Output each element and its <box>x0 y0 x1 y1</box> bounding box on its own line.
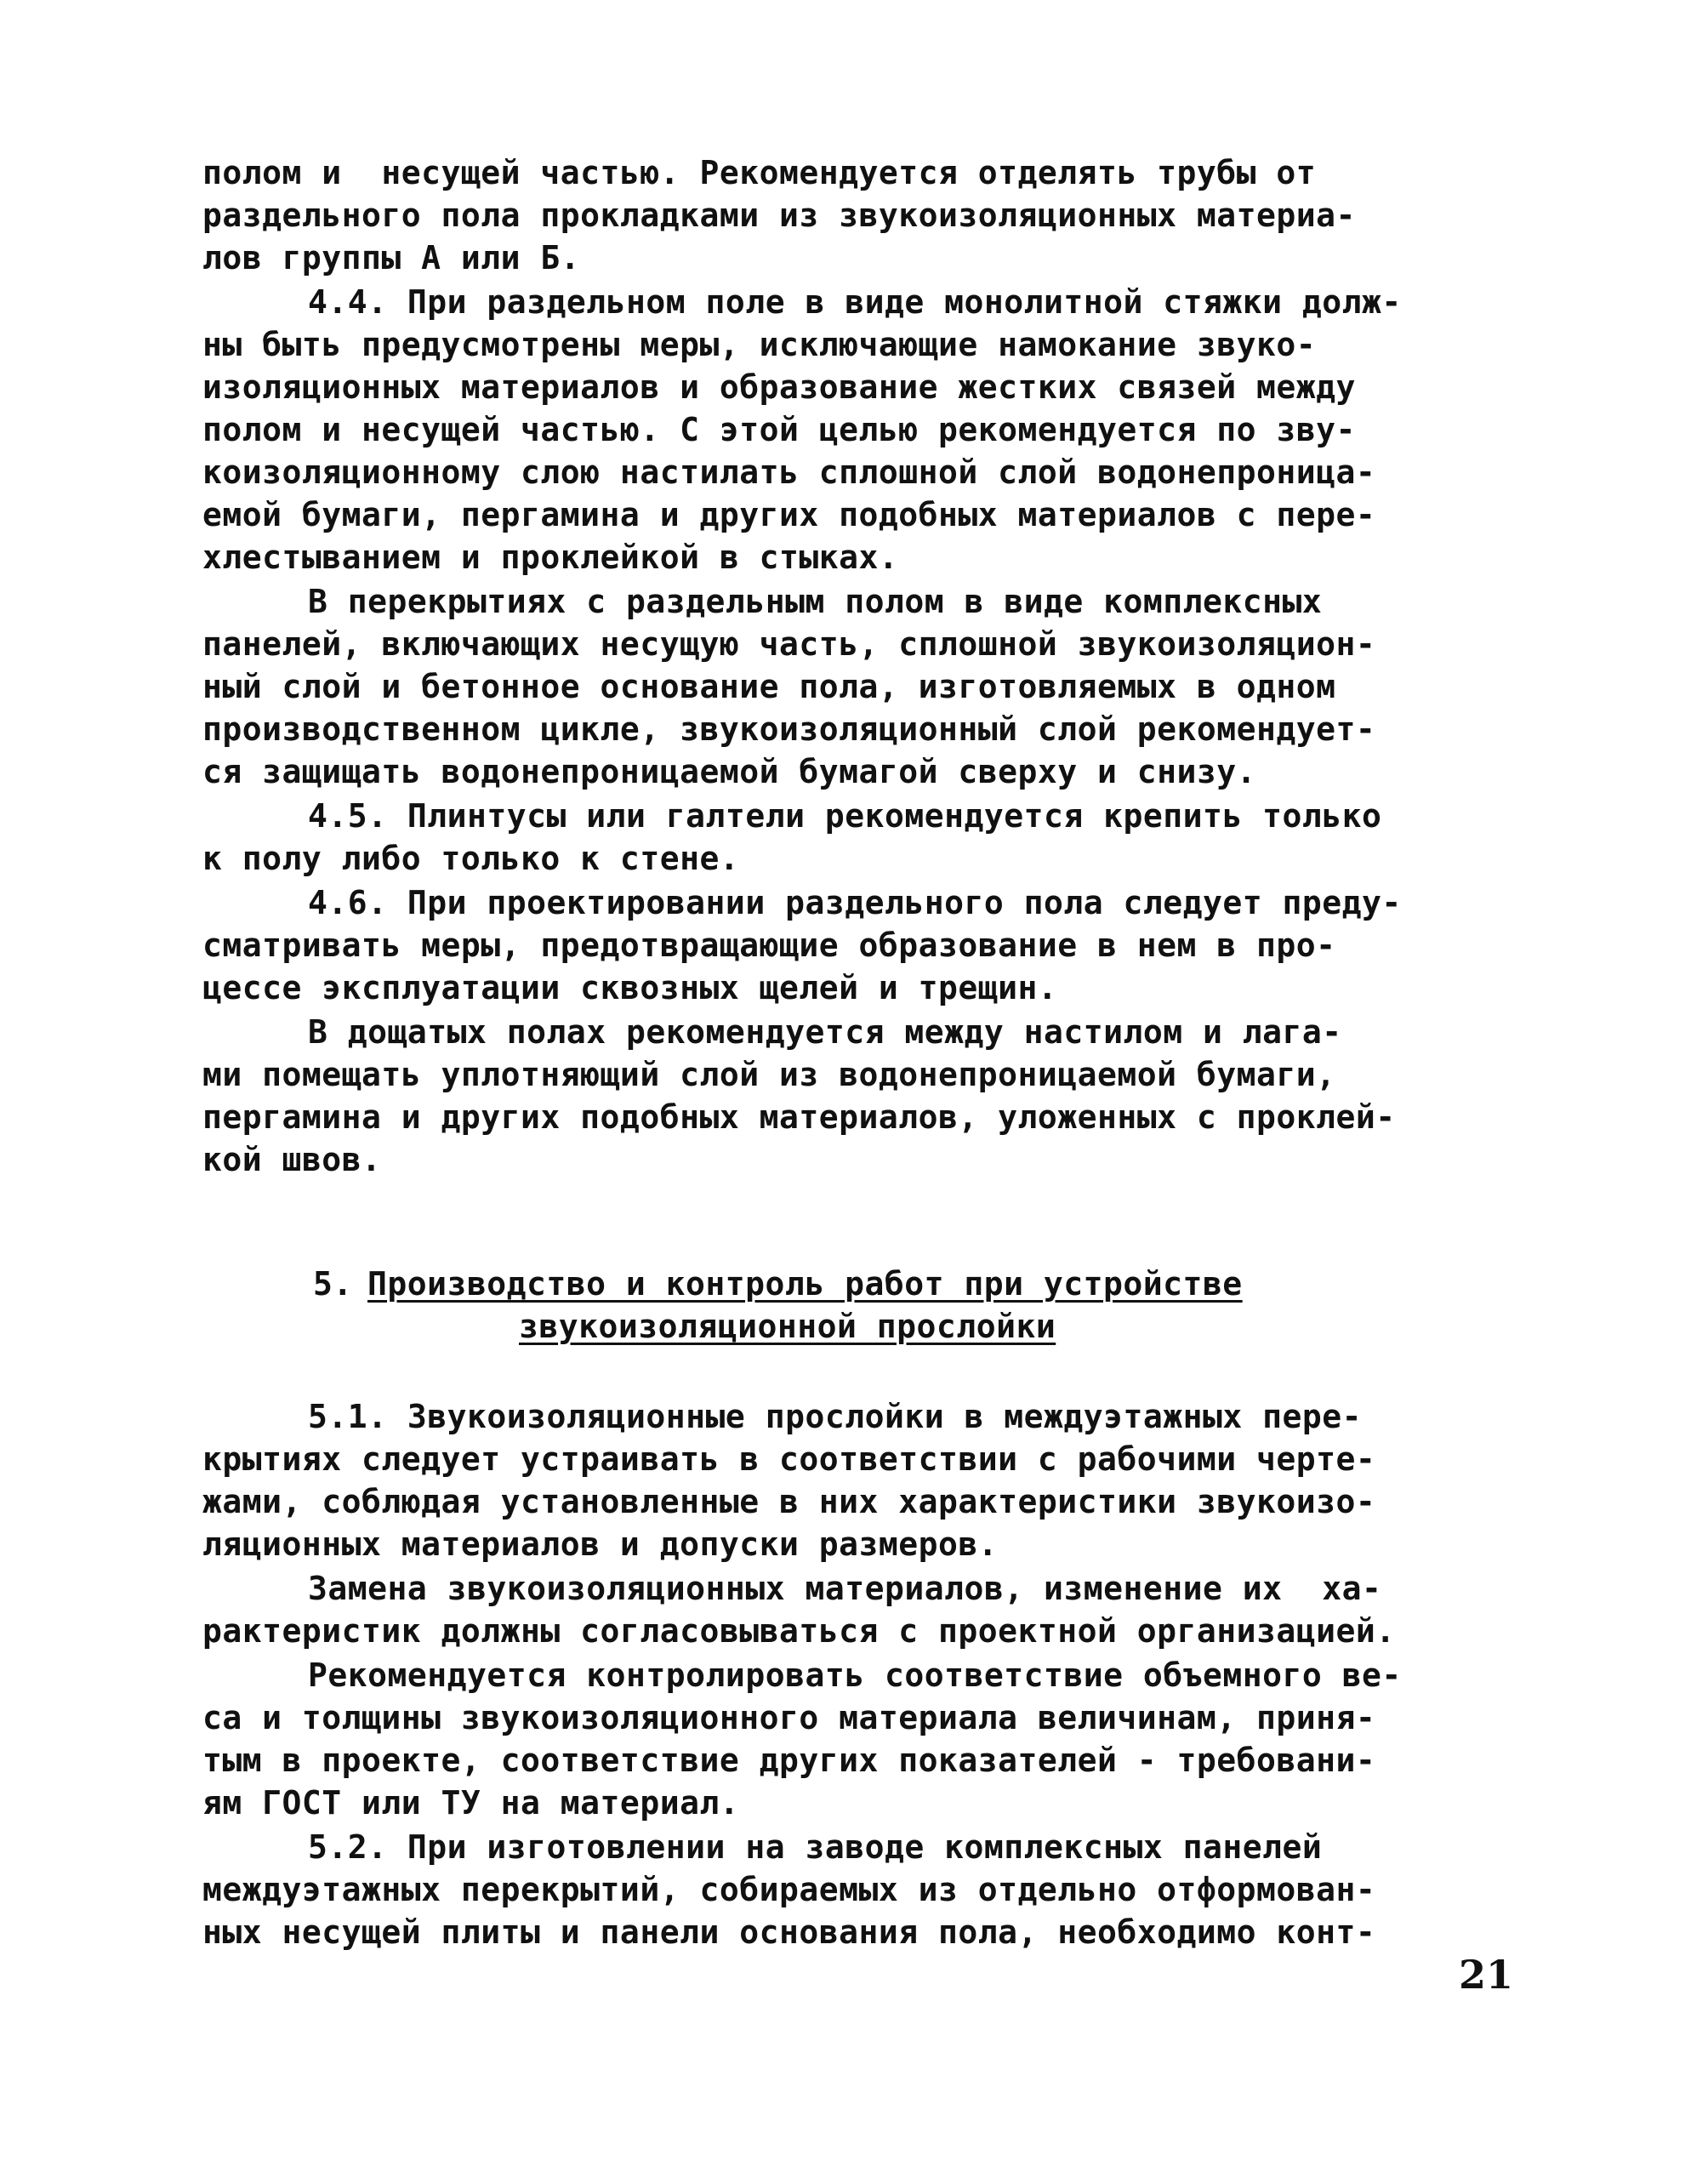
section-heading-line1: Производство и контроль работ при устройстве <box>367 1265 1243 1303</box>
section-number: 5. <box>313 1265 353 1303</box>
text-line: В перекрытиях с раздельным полом в виде комплексных <box>308 583 1323 620</box>
text-line: сматривать меры, предотвращающие образование в нем в про- <box>202 927 1336 964</box>
text-line: ляционных материалов и допуски размеров. <box>202 1525 999 1563</box>
text-line: к полу либо только к стене. <box>202 840 740 877</box>
text-line: рактеристик должны согласовываться с проектной организацией. <box>202 1612 1396 1650</box>
text-line: раздельного пола прокладками из звукоизоляционных материа- <box>202 197 1356 234</box>
text-line: междуэтажных перекрытий, собираемых из отдельно отформован- <box>202 1871 1376 1908</box>
text-line: изоляционных материалов и образование жестких связей между <box>202 368 1356 406</box>
text-line: В дощатых полах рекомендуется между настилом и лага- <box>308 1013 1342 1051</box>
text-line: кой швов. <box>202 1141 382 1178</box>
text-line: ных несущей плиты и панели основания пола, необходимо конт- <box>202 1913 1376 1951</box>
text-line: са и толщины звукоизоляционного материала величинам, приня- <box>202 1699 1376 1736</box>
text-line: коизоляционному слою настилать сплошной слой водонепроница- <box>202 453 1376 491</box>
page-number: 21 <box>1459 1952 1514 1998</box>
text-line: ный слой и бетонное основание пола, изготовляемых в одном <box>202 668 1336 705</box>
text-line: Замена звукоизоляционных материалов, изменение их ха- <box>308 1570 1382 1607</box>
text-line: жами, соблюдая установленные в них характеристики звукоизо- <box>202 1483 1376 1520</box>
text-line: ны быть предусмотрены меры, исключающие намокание звуко- <box>202 326 1317 363</box>
text-line: ям ГОСТ или ТУ на материал. <box>202 1784 740 1822</box>
text-line: пергамина и других подобных материалов, уложенных с проклей- <box>202 1098 1396 1136</box>
text-line: производственном цикле, звукоизоляционный слой рекомендует- <box>202 710 1376 748</box>
text-line: цессе эксплуатации сквозных щелей и трещин. <box>202 969 1058 1006</box>
text-line: полом и несущей частью. С этой целью рекомендуется по зву- <box>202 411 1356 448</box>
text-line: 5.2. При изготовлении на заводе комплексных панелей <box>308 1828 1323 1866</box>
text-line: хлестыванием и проклейкой в стыках. <box>202 539 899 576</box>
text-line: тым в проекте, соответствие других показателей - требовани- <box>202 1742 1376 1779</box>
text-line: 4.6. При проектировании раздельного пола следует преду- <box>308 884 1402 921</box>
text-line: 5.1. Звукоизоляционные прослойки в междуэтажных пере- <box>308 1398 1363 1435</box>
section-heading-line2: звукоизоляционной прослойки <box>519 1308 1056 1345</box>
text-line: Рекомендуется контролировать соответствие объемного ве- <box>308 1656 1402 1694</box>
text-line: ми помещать уплотняющий слой из водонепроницаемой бумаги, <box>202 1056 1336 1093</box>
text-line: полом и несущей частью. Рекомендуется отделять трубы от <box>202 154 1317 191</box>
text-line: панелей, включающих несущую часть, сплошной звукоизоляцион- <box>202 625 1376 663</box>
text-line: лов группы А или Б. <box>202 239 581 277</box>
text-line: 4.5. Плинтусы или галтели рекомендуется крепить только <box>308 797 1382 835</box>
text-line: емой бумаги, пергамина и других подобных материалов с пере- <box>202 496 1376 533</box>
text-line: крытиях следует устраивать в соответствии с рабочими черте- <box>202 1440 1376 1478</box>
text-line: ся защищать водонепроницаемой бумагой сверху и снизу. <box>202 753 1257 790</box>
text-line: 4.4. При раздельном поле в виде монолитной стяжки долж- <box>308 283 1402 321</box>
